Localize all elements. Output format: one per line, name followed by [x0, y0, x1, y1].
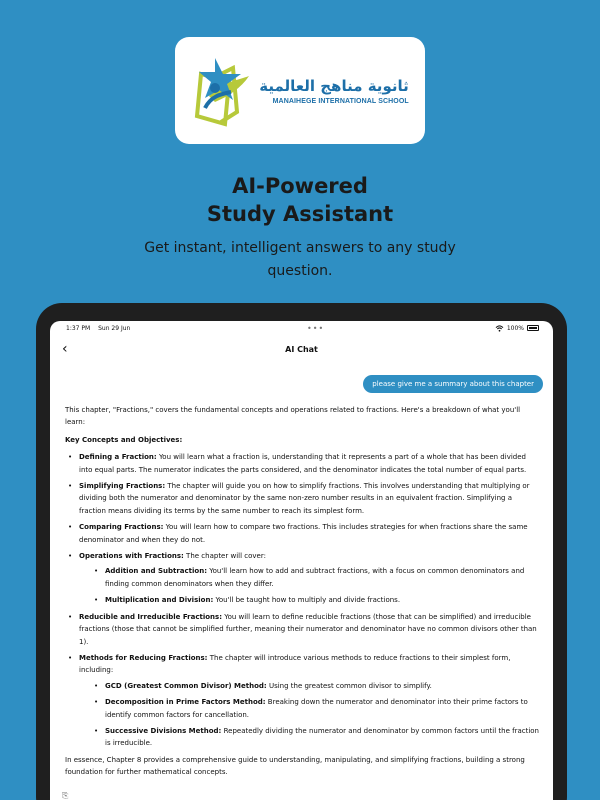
sub-list-item	[91, 696, 541, 721]
methods-sublist	[79, 680, 541, 750]
wifi-icon	[495, 325, 504, 332]
headline-line-1: AI-Powered	[232, 174, 368, 198]
operations-sublist	[79, 565, 541, 606]
tablet-frame	[36, 303, 567, 800]
sub-list-item-title: Successive Divisions Method:	[105, 726, 222, 735]
status-date: Sun 29 Jun	[98, 324, 131, 332]
school-logo-icon	[191, 52, 253, 130]
list-item-title: Simplifying Fractions:	[79, 482, 166, 491]
sub-list-item-text: Using the greatest common divisor to simplify.	[266, 681, 432, 690]
sub-list-item-text: You'll be taught how to multiply and divide fractions.	[213, 596, 401, 605]
sub-list-item-title: Decomposition in Prime Factors Method:	[105, 698, 266, 707]
sub-list-item	[91, 680, 541, 692]
list-item	[65, 521, 541, 546]
list-item-text: You will learn what a fraction is, understanding that it represents a part of a whole that has been divided into equal parts. The numerator indicates the parts considered, and the denominator indicates the total number of equal parts.	[79, 453, 527, 474]
sub-list-item-title: GCD (Greatest Common Divisor) Method:	[105, 681, 267, 690]
school-name-arabic: ثانوية مناهج العالمية	[259, 77, 409, 95]
sub-list-item-title: Addition and Subtraction:	[105, 567, 208, 576]
headline-line-2: Study Assistant	[206, 202, 394, 226]
assistant-message	[65, 404, 541, 784]
list-item-text: The chapter will guide you on how to simplify fractions. This involves understanding that multiplying or dividing both the numerator and denominator by the same non-zero number results in an equivalent fraction. Simplifying a fraction means dividing its terms by the same number to reach its simplest form.	[79, 482, 530, 515]
concepts-list	[65, 451, 541, 750]
page-title: AI Chat	[285, 344, 318, 354]
list-item-title: Comparing Fractions:	[79, 523, 164, 532]
school-logo	[191, 52, 409, 130]
sub-list-item	[91, 725, 541, 750]
status-time: 1:37 PM	[66, 324, 91, 332]
school-name-english: MANAIHEGE INTERNATIONAL SCHOOL	[272, 98, 409, 105]
headline	[0, 172, 600, 228]
list-item-title: Methods for Reducing Fractions:	[79, 653, 208, 662]
sub-list-item	[91, 565, 541, 590]
copy-icon[interactable]: ⎘	[62, 791, 69, 800]
school-logo-card	[175, 37, 425, 144]
sub-list-item-title: Multiplication and Division:	[105, 596, 214, 605]
list-item-text: The chapter will introduce various methods to reduce fractions to their simplest form, including:	[79, 653, 511, 675]
list-item	[65, 550, 541, 607]
answer-section-title: Key Concepts and Objectives:	[65, 435, 183, 444]
battery-percent: 100%	[506, 324, 524, 332]
sub-list-item-text: You'll learn how to add and subtract fractions, with a focus on common denominators and finding common denominators when they differ.	[105, 567, 525, 588]
list-item-text: You will learn how to compare two fractions. This includes strategies for when fractions share the same denominator and when they do not.	[79, 523, 528, 544]
battery-icon	[527, 325, 539, 331]
chevron-left-icon[interactable]: ‹	[62, 341, 68, 357]
app-screen	[50, 321, 553, 800]
list-item-text: The chapter will cover:	[183, 552, 266, 561]
nav-bar	[50, 335, 553, 363]
list-item	[65, 451, 541, 476]
list-item-text: You will learn to define reducible fractions (those that can be simplified) and irreducible fractions (those that cannot be simplified further, meaning their numerator and denominator have no common divisors other than 1).	[79, 612, 537, 646]
sub-list-item	[91, 594, 541, 606]
multitask-dots-icon[interactable]: •••	[307, 323, 325, 333]
list-item	[65, 652, 541, 750]
list-item	[65, 611, 541, 648]
answer-intro: This chapter, "Fractions," covers the fundamental concepts and operations related to fractions. Here's a breakdown of what you'll learn:	[65, 406, 521, 427]
list-item-title: Reducible and Irreducible Fractions:	[79, 612, 222, 621]
list-item-title: Defining a Fraction:	[79, 453, 157, 462]
subheadline: Get instant, intelligent answers to any study question.	[144, 240, 456, 279]
status-bar	[50, 321, 553, 335]
sub-list-item-text: Repeatedly dividing the numerator and denominator by common factors until the fraction is irreducible.	[105, 726, 539, 748]
user-message-bubble: please give me a summary about this chapter	[363, 375, 543, 393]
list-item	[65, 480, 541, 517]
sub-list-item-text: Breaking down the numerator and denominator into their prime factors to identify common factors for cancellation.	[105, 698, 528, 719]
answer-conclusion: In essence, Chapter 8 provides a comprehensive guide to understanding, manipulating, and simplifying fractions, building a strong foundation for further mathematical concepts.	[65, 755, 525, 777]
list-item-title: Operations with Fractions:	[79, 552, 184, 561]
